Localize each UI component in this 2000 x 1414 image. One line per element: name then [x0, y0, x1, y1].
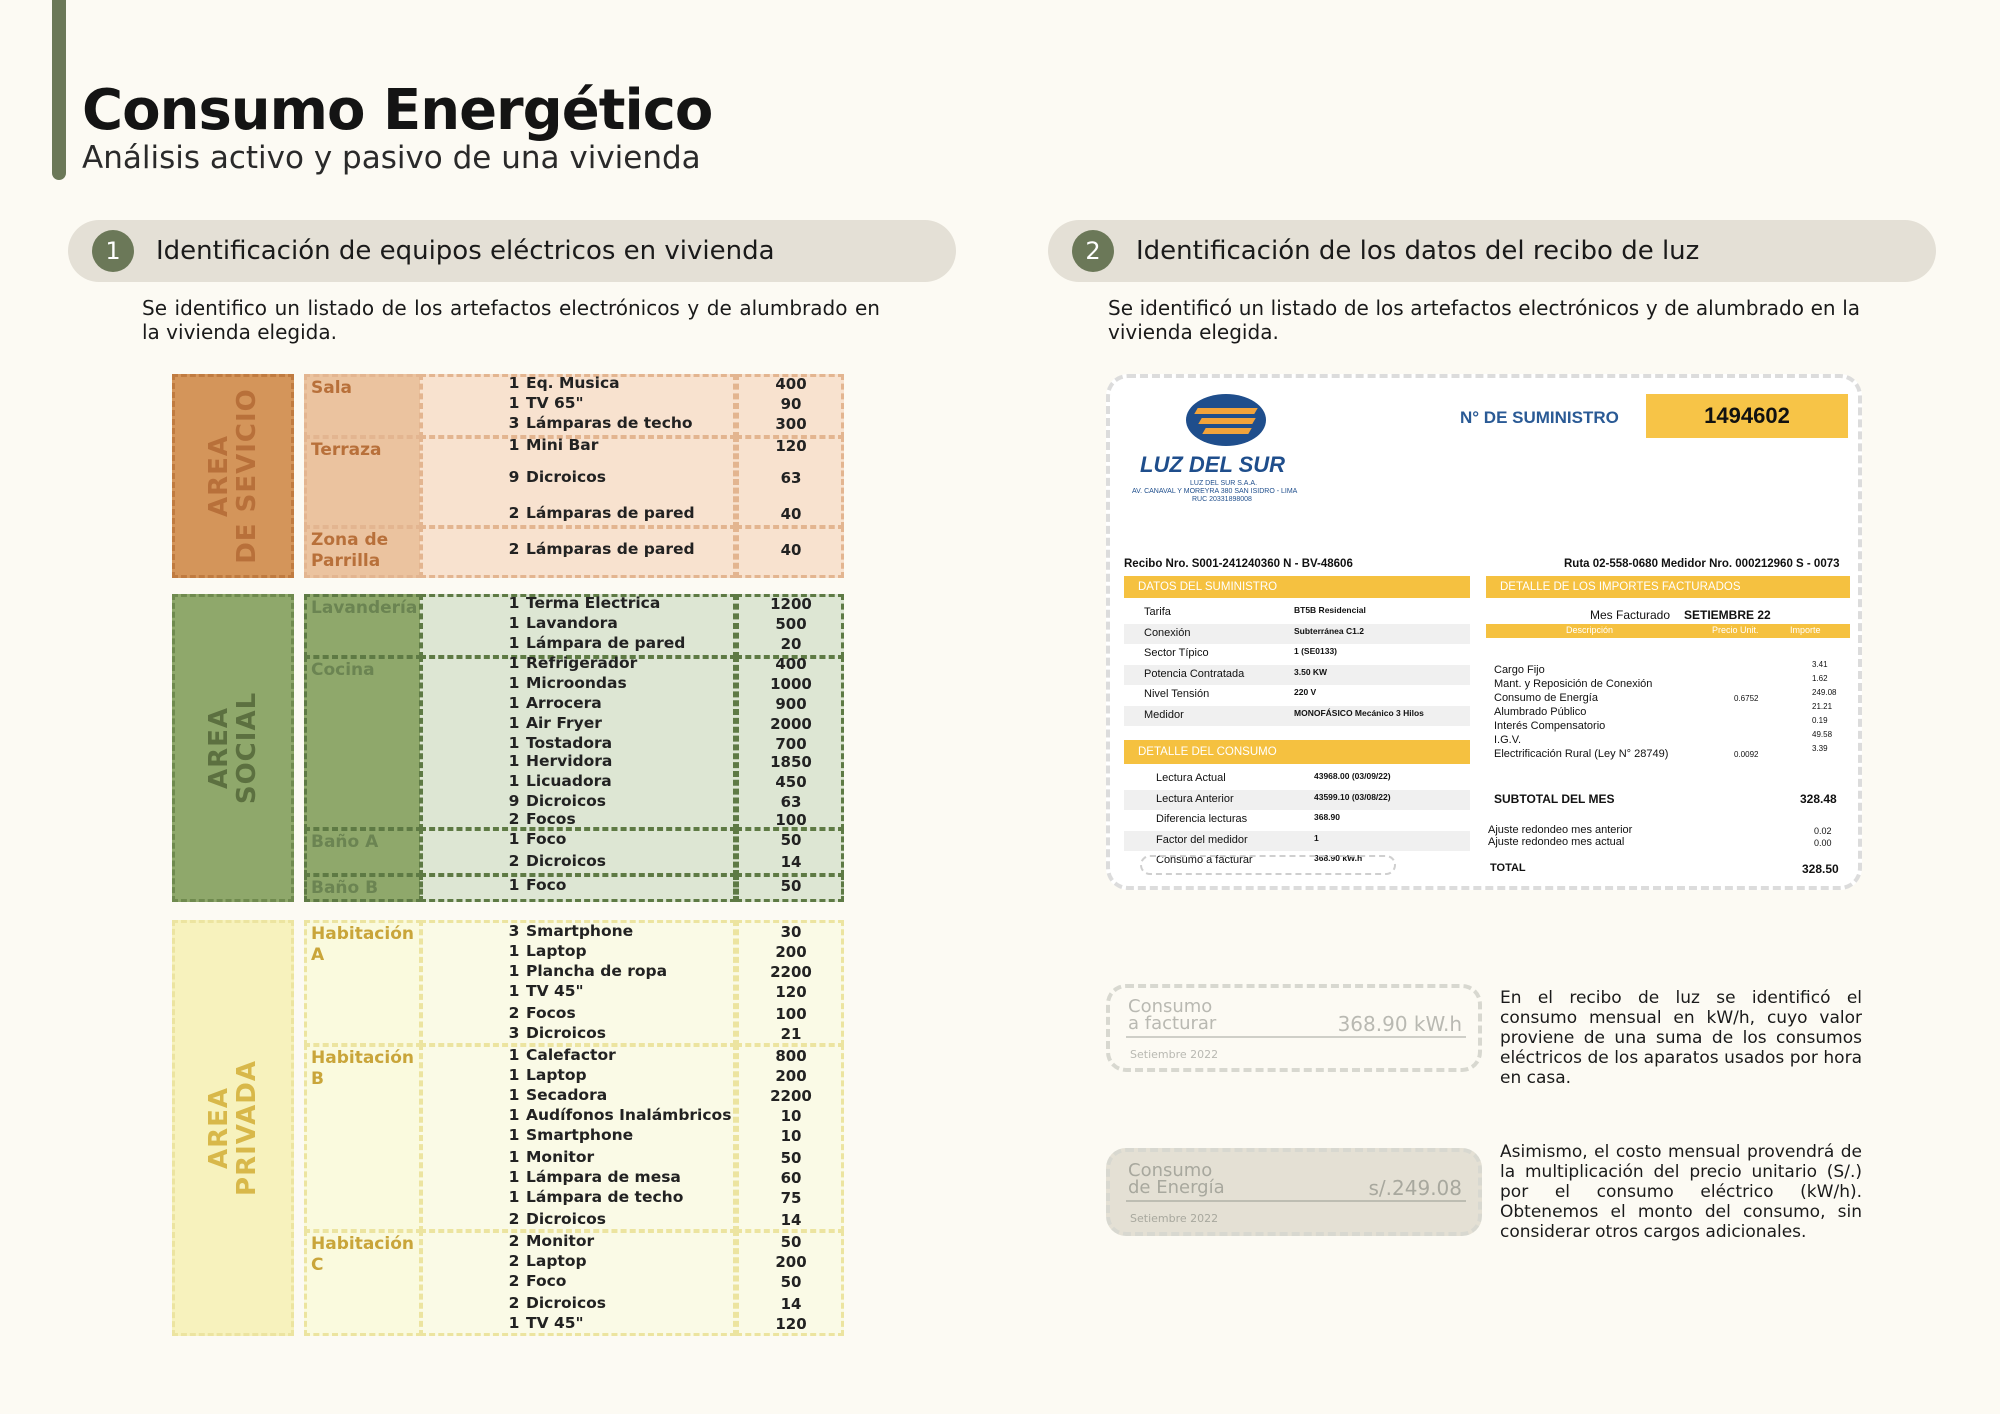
- equipment-row: [508, 962, 667, 980]
- card2-label-2: de Energía: [1128, 1177, 1225, 1198]
- equipment-name: Dicroicos: [526, 792, 607, 810]
- equipment-name: Monitor: [526, 1148, 595, 1166]
- ajuste-actual-value: 0.00: [1814, 838, 1832, 848]
- equipment-watts: 50: [780, 1273, 802, 1291]
- equipment-qty: 1: [508, 772, 520, 790]
- receipt-field-label: Diferencia lecturas: [1156, 813, 1248, 825]
- equipment-watts: 100: [775, 1005, 807, 1023]
- equipment-watts: 2200: [770, 963, 812, 981]
- equipment-qty: 1: [508, 1086, 520, 1104]
- company-line-2: AV. CANAVAL Y MOREYRA 380 SAN ISIDRO - LIMA: [1132, 488, 1298, 495]
- equipment-qty: 2: [508, 1294, 520, 1312]
- importe-description: Alumbrado Público: [1494, 706, 1587, 718]
- equipment-row: [508, 830, 566, 848]
- equipment-row: [508, 634, 685, 652]
- equipment-watts: 60: [780, 1169, 802, 1187]
- equipment-row: [508, 1106, 731, 1124]
- equipment-qty: 2: [508, 540, 520, 558]
- receipt-number: Recibo Nro. S001-241240360 N - BV-48606: [1124, 558, 1353, 570]
- equipment-watts: 63: [780, 469, 802, 487]
- receipt-field-label: Sector Típico: [1144, 647, 1209, 659]
- equipment-row: [508, 810, 576, 828]
- equipment-qty: 2: [508, 1004, 520, 1022]
- equipment-watts: 75: [780, 1189, 802, 1207]
- importe-value: 49.58: [1812, 730, 1833, 739]
- equipment-qty: 1: [508, 374, 520, 392]
- room-sala: Sala: [304, 374, 422, 438]
- equipment-watts: 14: [780, 1211, 802, 1229]
- equipment-qty: 1: [508, 752, 520, 770]
- equipment-watts: 120: [775, 437, 807, 455]
- equipment-watts: 2200: [770, 1087, 812, 1105]
- page-title: Consumo Energético: [82, 78, 713, 143]
- equipment-qty: 1: [508, 1106, 520, 1124]
- importe-value: 1.62: [1812, 674, 1828, 683]
- equipment-name: Air Fryer: [526, 714, 602, 732]
- equipment-row: [508, 1210, 606, 1228]
- area-privada-label-1: AREA: [204, 1086, 234, 1170]
- equipment-watts: 400: [775, 375, 807, 393]
- equipment-qty: 2: [508, 1232, 520, 1250]
- accent-bar: [52, 0, 66, 180]
- importe-description: Electrificación Rural (Ley N° 28749): [1494, 748, 1669, 760]
- equipment-name: TV 45": [526, 1314, 584, 1332]
- equipment-row: [508, 1252, 587, 1270]
- note-costo: Asimismo, el costo mensual provendrá de la multiplicación del precio unitario (S/.) por el consumo eléctrico (kW/h). Obtenemos el monto del consumo, sin considerar otros cargos adicionales.: [1500, 1142, 1862, 1242]
- equipment-row: [508, 1314, 584, 1332]
- supply-label: N° DE SUMINISTRO: [1460, 408, 1619, 427]
- subtotal-value: 328.48: [1800, 792, 1837, 806]
- equipment-qty: 1: [508, 734, 520, 752]
- area-social-label-2: SOCIAL: [232, 691, 262, 805]
- equipment-qty: 1: [508, 962, 520, 980]
- equipment-row: [508, 922, 633, 940]
- equipment-row: [508, 1126, 633, 1144]
- equipment-watts: 400: [775, 655, 807, 673]
- section-1-number: 1: [92, 230, 134, 272]
- luz-del-sur-logo-text: LUZ DEL SUR: [1140, 452, 1286, 477]
- ajuste-actual-label: Ajuste redondeo mes actual: [1488, 836, 1625, 848]
- equipment-qty: 3: [508, 414, 520, 432]
- importe-description: Cargo Fijo: [1494, 664, 1545, 676]
- card1-label-2: a facturar: [1128, 1013, 1217, 1034]
- supply-number: 1494602: [1646, 394, 1848, 438]
- room-parrilla: Zona de Parrilla: [304, 526, 422, 578]
- note-consumo: En el recibo de luz se identificó el consumo mensual en kW/h, cuyo valor proviene de una suma de los consumos eléctricos de los aparatos usados por hora en casa.: [1500, 988, 1862, 1088]
- receipt-field-value: 1 (SE0133): [1294, 646, 1337, 656]
- total-value: 328.50: [1802, 862, 1839, 876]
- card2-date: Setiembre 2022: [1130, 1212, 1219, 1225]
- equipment-qty: 2: [508, 1252, 520, 1270]
- equipment-qty: 2: [508, 1210, 520, 1228]
- receipt-field-label: Conexión: [1144, 626, 1191, 639]
- equipment-watts: 10: [780, 1107, 802, 1125]
- total-label: TOTAL: [1490, 862, 1526, 874]
- equipment-watts: 40: [780, 505, 802, 523]
- receipt-field-value: 3.50 KW: [1294, 666, 1328, 677]
- equipment-qty: 1: [508, 1314, 520, 1332]
- equipment-row: [508, 852, 606, 870]
- equipment-qty: 1: [508, 1188, 520, 1206]
- importe-value: 3.39: [1812, 744, 1828, 753]
- area-servicio-label-2: DE SEVICIO: [232, 388, 263, 564]
- equipment-qty: 1: [508, 942, 520, 960]
- equipment-watts: 900: [775, 695, 807, 713]
- section-1-title: Identificación de equipos eléctricos en vivienda: [156, 236, 775, 266]
- equipment-name: Lámpara de techo: [526, 1188, 684, 1206]
- receipt-field-label: Lectura Actual: [1156, 772, 1226, 784]
- importe-value: 0.19: [1812, 716, 1828, 725]
- importe-value: 3.41: [1812, 660, 1828, 669]
- section-1-header: [68, 220, 956, 282]
- equipment-name: Smartphone: [526, 1126, 634, 1144]
- equipment-qty: 2: [508, 852, 520, 870]
- importe-value: 249.08: [1812, 688, 1837, 697]
- equipment-name: Foco: [526, 876, 567, 894]
- receipt-field-label: Potencia Contratada: [1144, 667, 1245, 680]
- equipment-watts: 120: [775, 983, 807, 1001]
- equipment-name: Foco: [526, 1272, 567, 1290]
- equipment-watts: 450: [775, 773, 807, 791]
- equipment-row: [508, 1272, 566, 1290]
- equipment-watts: 50: [780, 877, 802, 895]
- datos-suministro-header: DATOS DEL SUMINISTRO: [1124, 576, 1470, 598]
- equipment-qty: 1: [508, 982, 520, 1000]
- equipment-name: Refrigerador: [526, 654, 638, 672]
- equipment-name: Lámpara de pared: [526, 634, 686, 652]
- equipment-row: [508, 504, 695, 522]
- equipment-row: [508, 654, 637, 672]
- equipment-watts: 120: [775, 1315, 807, 1333]
- equipment-row: [508, 374, 620, 392]
- equipment-name: Plancha de ropa: [526, 962, 668, 980]
- equipment-row: [508, 1188, 683, 1206]
- col-precio: Precio Unit.: [1712, 625, 1759, 635]
- equipment-watts: 200: [775, 943, 807, 961]
- equipment-qty: 1: [508, 1066, 520, 1084]
- card1-date: Setiembre 2022: [1130, 1048, 1219, 1061]
- equipment-name: Secadora: [526, 1086, 608, 1104]
- room-cocina: Cocina: [304, 656, 422, 830]
- equipment-name: Terma Electrica: [526, 594, 661, 612]
- equipment-name: Dicroicos: [526, 468, 607, 486]
- equipment-watts: 50: [780, 831, 802, 849]
- equipment-name: Lavandora: [526, 614, 618, 632]
- equipment-row: [508, 752, 612, 770]
- equipment-qty: 1: [508, 830, 520, 848]
- importes-columns: [1486, 624, 1850, 638]
- equipment-name: Hervidora: [526, 752, 613, 770]
- area-social: [172, 594, 294, 902]
- equipment-watts: 63: [780, 793, 802, 811]
- ajuste-anterior-label: Ajuste redondeo mes anterior: [1488, 824, 1633, 836]
- equipment-watts: 90: [780, 395, 802, 413]
- importe-precio: 0.0092: [1734, 750, 1759, 759]
- equipment-name: Licuadora: [526, 772, 612, 790]
- equipment-qty: 1: [508, 876, 520, 894]
- equipment-row: [508, 436, 598, 454]
- equipment-name: TV 45": [526, 982, 584, 1000]
- section-2-number: 2: [1072, 230, 1114, 272]
- equipment-name: Lámparas de pared: [526, 504, 695, 522]
- equipment-name: Laptop: [526, 942, 587, 960]
- receipt-field-value: 43968.00 (03/09/22): [1314, 771, 1391, 781]
- equipment-row: [508, 1086, 607, 1104]
- equipment-name: Eq. Musica: [526, 374, 620, 392]
- importe-value: 21.21: [1812, 702, 1833, 711]
- receipt-field-value: 43599.10 (03/08/22): [1314, 791, 1391, 802]
- equipment-name: Foco: [526, 830, 567, 848]
- card1-value: 368.90 kW.h: [1337, 1012, 1462, 1036]
- card2-label-1: Consumo: [1128, 1160, 1213, 1181]
- receipt-field-label: Tarifa: [1144, 606, 1171, 618]
- equipment-watts: 40: [780, 541, 802, 559]
- company-line-3: RUC 20331898008: [1192, 496, 1252, 503]
- equipment-watts: 1850: [770, 753, 812, 771]
- receipt-field-value: 220 V: [1294, 687, 1317, 697]
- equipment-name: Arrocera: [526, 694, 602, 712]
- mes-facturado-value: SETIEMBRE 22: [1684, 608, 1771, 622]
- equipment-watts: 2000: [770, 715, 812, 733]
- equipment-qty: 2: [508, 810, 520, 828]
- equipment-name: Tostadora: [526, 734, 613, 752]
- equipment-watts: 50: [780, 1233, 802, 1251]
- receipt-field-label: Nivel Tensión: [1144, 688, 1210, 700]
- card2-value: s/.249.08: [1368, 1176, 1462, 1200]
- equipment-qty: 1: [508, 1148, 520, 1166]
- equipment-qty: 3: [508, 1024, 520, 1042]
- importe-precio: 0.6752: [1734, 694, 1759, 703]
- equipment-row: [508, 1294, 606, 1312]
- equipment-name: Lámpara de mesa: [526, 1168, 681, 1186]
- equipment-row: [508, 594, 660, 612]
- equipment-qty: 2: [508, 1272, 520, 1290]
- equipment-qty: 3: [508, 922, 520, 940]
- equipment-watts: 50: [780, 1149, 802, 1167]
- bano-b-items-box: [420, 874, 736, 902]
- consumo-facturar-highlight: [1140, 855, 1396, 875]
- company-line-1: LUZ DEL SUR S.A.A.: [1190, 480, 1258, 487]
- equipment-name: Dicroicos: [526, 1024, 607, 1042]
- receipt-field-label: Medidor: [1144, 708, 1184, 721]
- equipment-row: [508, 394, 584, 412]
- equipment-row: [508, 792, 606, 810]
- importes-header: DETALLE DE LOS IMPORTES FACTURADOS: [1486, 576, 1850, 598]
- equipment-watts: 1200: [770, 595, 812, 613]
- importe-description: Interés Compensatorio: [1494, 720, 1606, 732]
- equipment-watts: 30: [780, 923, 802, 941]
- col-importe: Importe: [1790, 625, 1821, 635]
- area-servicio-label-1: AREA: [204, 434, 235, 518]
- equipment-watts: 800: [775, 1047, 807, 1065]
- equipment-qty: 1: [508, 674, 520, 692]
- receipt-field-value: 368.90 kW.h: [1314, 853, 1363, 863]
- electricity-receipt: [1106, 374, 1862, 890]
- receipt-field-value: MONOFÁSICO Mecánico 3 Hilos: [1294, 707, 1424, 718]
- luz-del-sur-logo-icon: [1186, 394, 1266, 446]
- equipment-watts: 1000: [770, 675, 812, 693]
- equipment-name: Calefactor: [526, 1046, 616, 1064]
- equipment-row: [508, 614, 618, 632]
- equipment-name: Focos: [526, 810, 576, 828]
- equipment-row: [508, 1066, 587, 1084]
- area-social-label-1: AREA: [204, 706, 234, 790]
- equipment-name: Audífonos Inalámbricos: [526, 1106, 732, 1124]
- equipment-row: [508, 714, 602, 732]
- equipment-name: Lámparas de pared: [526, 540, 695, 558]
- mes-facturado-label: Mes Facturado: [1590, 608, 1671, 622]
- equipment-qty: 1: [508, 436, 520, 454]
- equipment-name: Lámparas de techo: [526, 414, 693, 432]
- equipment-qty: 1: [508, 594, 520, 612]
- equipment-row: [508, 1148, 594, 1166]
- importe-description: Mant. y Reposición de Conexión: [1494, 678, 1653, 690]
- equipment-row: [508, 982, 584, 1000]
- equipment-name: Dicroicos: [526, 1294, 607, 1312]
- receipt-field-label: Consumo a facturar: [1156, 854, 1253, 866]
- section-1-description: Se identifico un listado de los artefactos electrónicos y de alumbrado en la vivienda elegida.: [142, 296, 880, 344]
- equipment-name: Monitor: [526, 1232, 595, 1250]
- equipment-watts: 500: [775, 615, 807, 633]
- equipment-name: TV 65": [526, 394, 584, 412]
- equipment-watts: 200: [775, 1253, 807, 1271]
- detalle-consumo-header: DETALLE DEL CONSUMO: [1124, 740, 1470, 764]
- equipment-watts: 14: [780, 853, 802, 871]
- consumo-facturar-card: [1106, 984, 1482, 1072]
- equipment-qty: 2: [508, 504, 520, 522]
- equipment-row: [508, 540, 695, 558]
- equipment-row: [508, 468, 606, 486]
- equipment-qty: 1: [508, 634, 520, 652]
- equipment-row: [508, 1046, 616, 1064]
- equipment-row: [508, 414, 693, 432]
- importe-description: Consumo de Energía: [1494, 692, 1598, 704]
- area-servicio: [172, 374, 294, 578]
- ajuste-anterior-value: 0.02: [1814, 826, 1832, 836]
- equipment-qty: 1: [508, 654, 520, 672]
- room-lavanderia: Lavandería: [304, 594, 422, 658]
- equipment-qty: 1: [508, 614, 520, 632]
- equipment-qty: 9: [508, 468, 520, 486]
- equipment-watts: 100: [775, 811, 807, 829]
- importe-description: I.G.V.: [1494, 734, 1522, 746]
- equipment-qty: 9: [508, 792, 520, 810]
- equipment-qty: 1: [508, 694, 520, 712]
- receipt-field-value: 368.90: [1314, 812, 1340, 822]
- equipment-name: Focos: [526, 1004, 576, 1022]
- receipt-field-value: 1: [1314, 832, 1319, 843]
- room-habitacion-c: Habitación C: [304, 1230, 422, 1336]
- section-2-header: [1048, 220, 1936, 282]
- equipment-name: Microondas: [526, 674, 627, 692]
- receipt-field-label: Factor del medidor: [1156, 833, 1248, 846]
- equipment-name: Dicroicos: [526, 1210, 607, 1228]
- receipt-field-value: BT5B Residencial: [1294, 605, 1366, 615]
- equipment-watts: 700: [775, 735, 807, 753]
- equipment-qty: 1: [508, 1168, 520, 1186]
- room-habitacion-a: Habitación A: [304, 920, 422, 1046]
- equipment-qty: 1: [508, 394, 520, 412]
- equipment-row: [508, 734, 612, 752]
- equipment-watts: 20: [780, 635, 802, 653]
- section-2-title: Identificación de los datos del recibo de luz: [1136, 236, 1700, 266]
- equipment-row: [508, 1004, 576, 1022]
- equipment-qty: 1: [508, 1046, 520, 1064]
- room-bano-b: Baño B: [304, 874, 422, 902]
- equipment-name: Mini Bar: [526, 436, 599, 454]
- room-terraza: Terraza: [304, 436, 422, 528]
- equipment-name: Laptop: [526, 1252, 587, 1270]
- room-habitacion-b: Habitación B: [304, 1044, 422, 1232]
- section-2-description: Se identificó un listado de los artefactos electrónicos y de alumbrado en la vivienda elegida.: [1108, 296, 1860, 344]
- equipment-name: Smartphone: [526, 922, 634, 940]
- equipment-row: [508, 876, 566, 894]
- equipment-row: [508, 1232, 594, 1250]
- area-privada: [172, 920, 294, 1336]
- equipment-watts: 300: [775, 415, 807, 433]
- page-subtitle: Análisis activo y pasivo de una vivienda: [82, 140, 701, 176]
- equipment-watts: 10: [780, 1127, 802, 1145]
- consumo-energia-card: [1106, 1148, 1482, 1236]
- equipment-watts: 14: [780, 1295, 802, 1313]
- receipt-field-value: Subterránea C1.2: [1294, 625, 1364, 636]
- col-descripcion: Descripción: [1566, 625, 1614, 635]
- equipment-name: Dicroicos: [526, 852, 607, 870]
- subtotal-label: SUBTOTAL DEL MES: [1494, 792, 1615, 806]
- equipment-qty: 1: [508, 714, 520, 732]
- receipt-field-label: Lectura Anterior: [1156, 792, 1234, 805]
- equipment-row: [508, 942, 587, 960]
- room-bano-a: Baño A: [304, 828, 422, 876]
- receipt-route: Ruta 02-558-0680 Medidor Nro. 000212960 S - 0073: [1564, 558, 1840, 570]
- equipment-row: [508, 674, 627, 692]
- equipment-row: [508, 1168, 681, 1186]
- card1-label-1: Consumo: [1128, 996, 1213, 1017]
- equipment-row: [508, 772, 612, 790]
- equipment-watts: 21: [780, 1025, 802, 1043]
- area-privada-label-2: PRIVADA: [232, 1060, 262, 1196]
- equipment-qty: 1: [508, 1126, 520, 1144]
- equipment-watts: 200: [775, 1067, 807, 1085]
- equipment-row: [508, 1024, 606, 1042]
- equipment-name: Laptop: [526, 1066, 587, 1084]
- equipment-row: [508, 694, 602, 712]
